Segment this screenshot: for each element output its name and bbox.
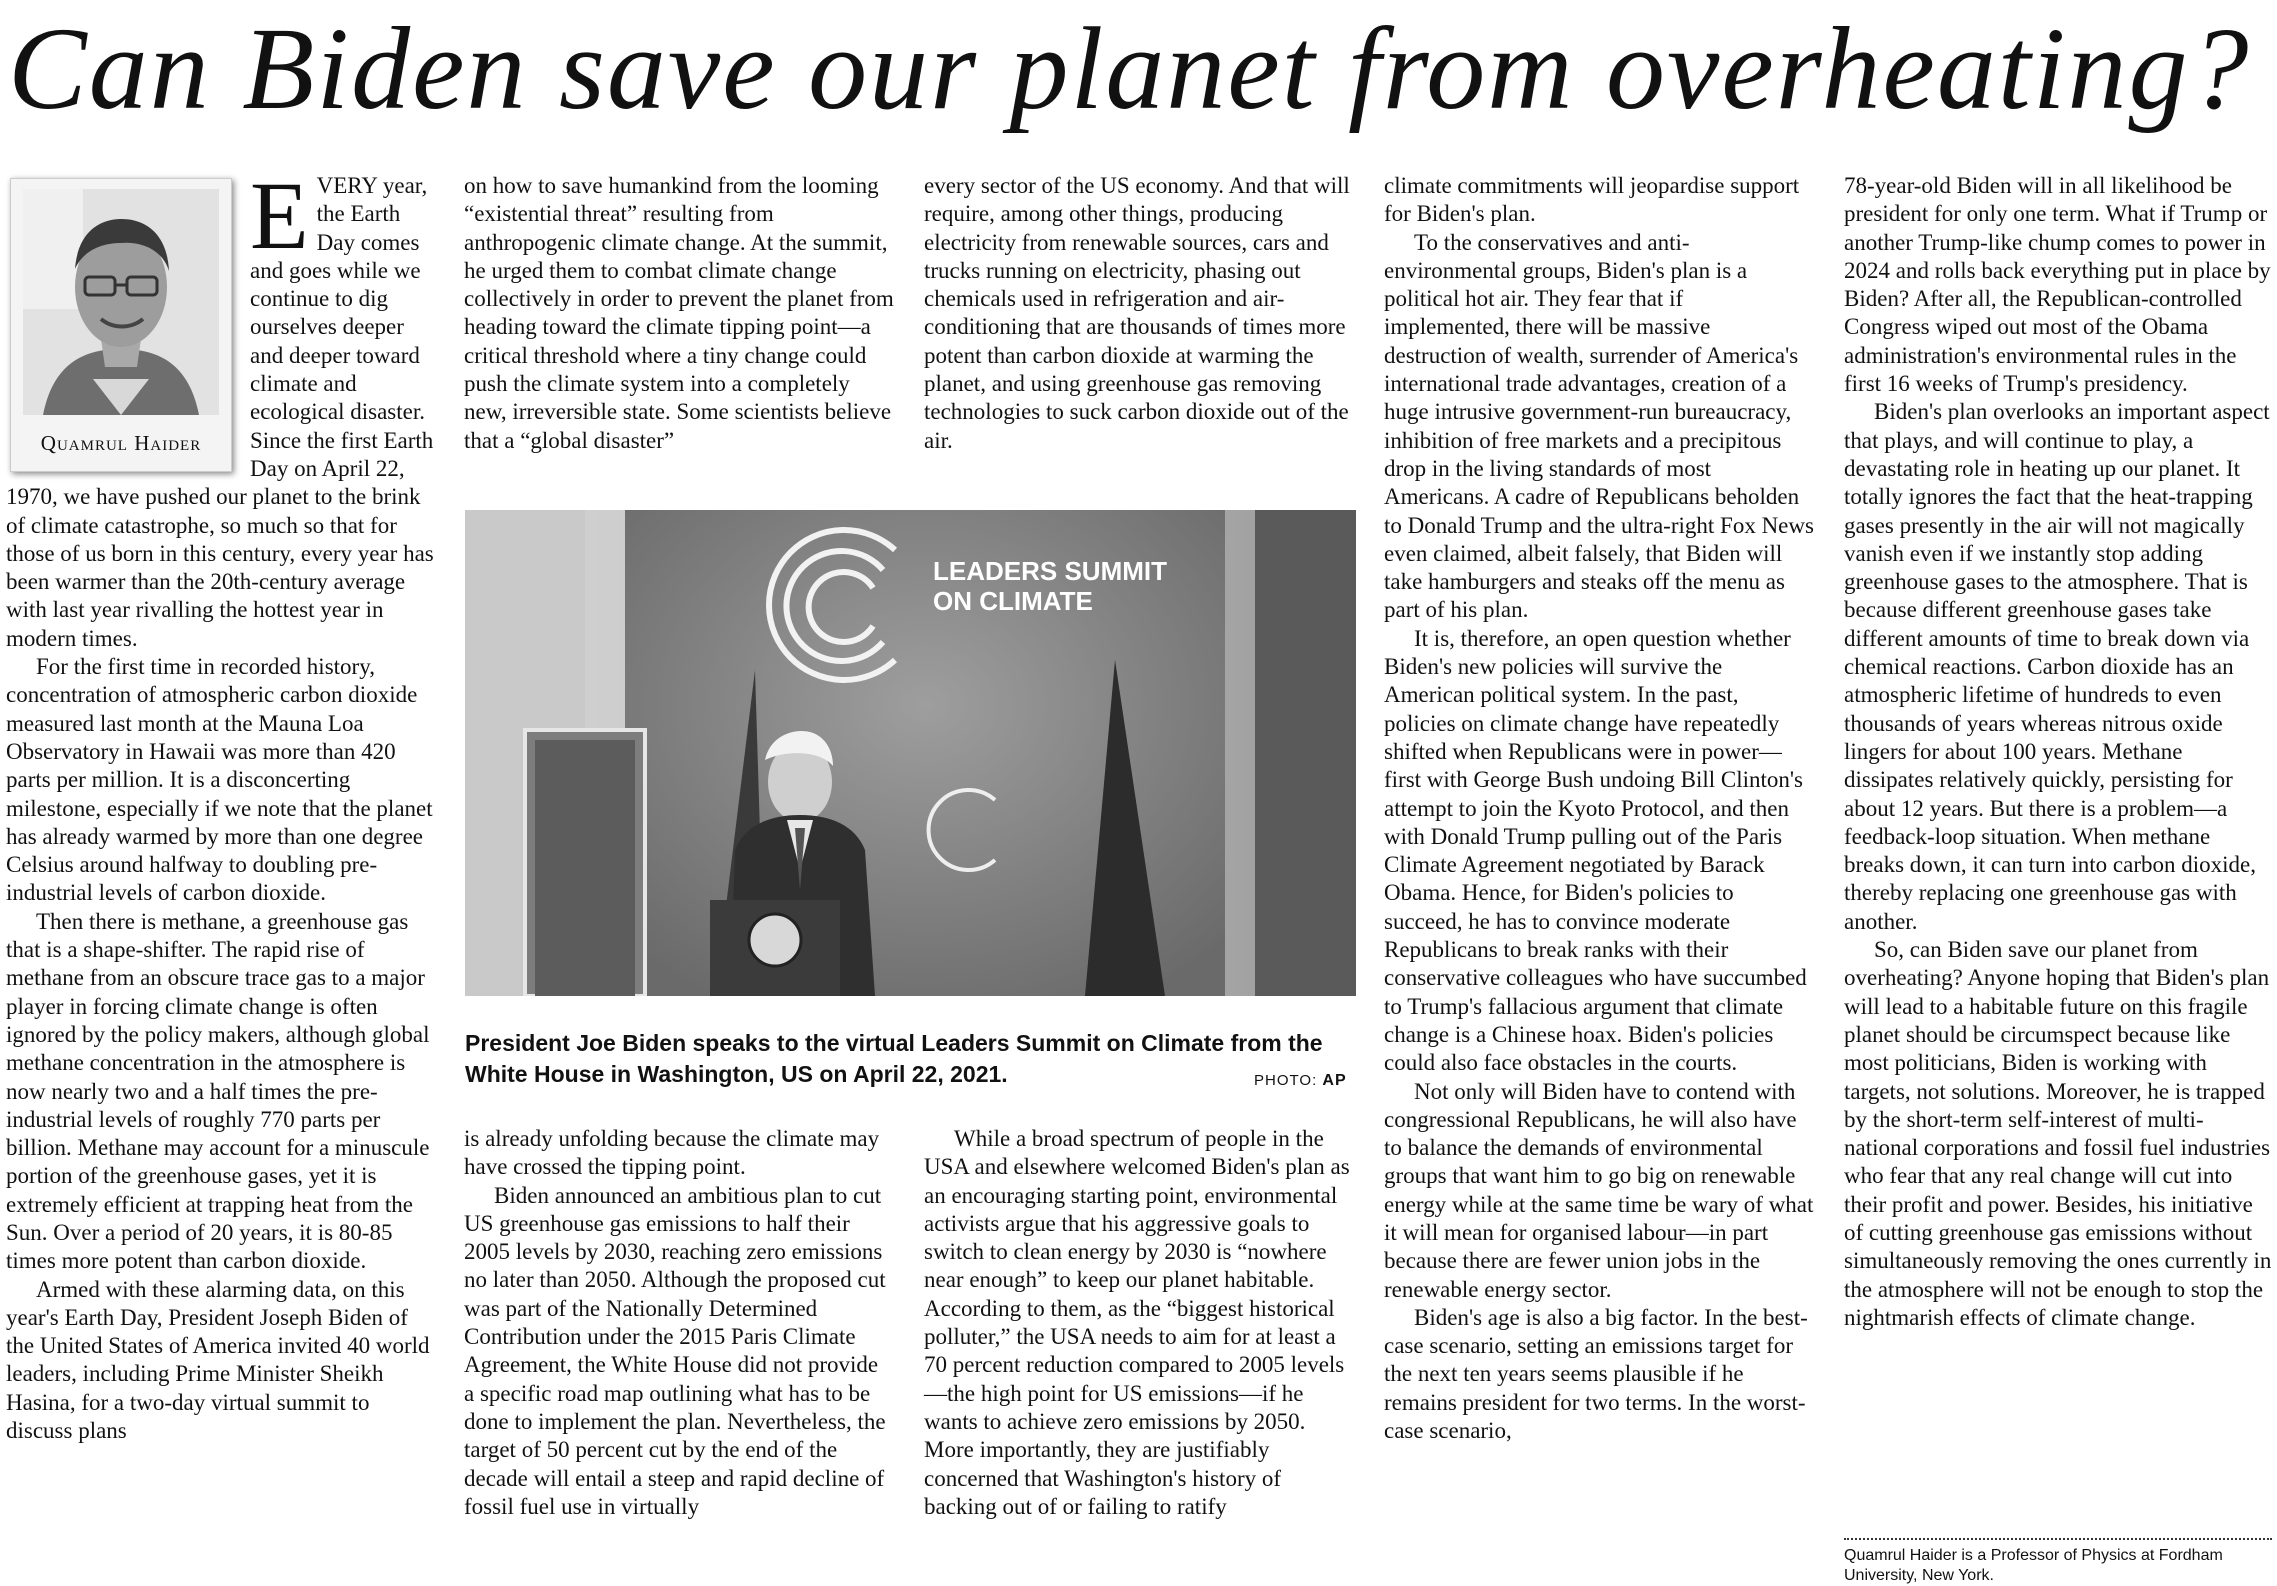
author-photo-image [23,189,219,415]
author-byline: Quamrul Haider [40,430,202,455]
col2-bottom-paragraph-1: is already unfolding because the climate may have crossed the tipping point. [464,1126,880,1180]
headline: Can Biden save our planet from overheating? [8,3,2251,134]
col2-top-paragraph: on how to save humankind from the looming “existential threat” resulting from anthropogenic climate change. At the summit, he urged them to combat climate change collectively in order to prevent the planet from heading toward the climate tipping point—a critical threshold where a tiny change could push the climate system into a completely new, irreversible state. Some scientists believe that a “global disaster” [464,173,894,453]
col5-paragraph-2: Biden's plan overlooks an important aspect that plays, and will continue to play, a devastating role in heating up our planet. It totally ignores the fact that the heat-trapping gases presently in the air will not magically vanish even if we instantly stop adding greenhouse gases to the atmosphere. That is because different greenhouse gases take different amounts of time to break down via chemical reactions. Carbon dioxide has an atmospheric lifetime of hundreds to even thousands of years whereas nitrous oxide lingers for about 100 years. Methane dissipates relatively quickly, persisting for about 12 years. But there is a problem—a feedback-loop situation. When methane breaks down, it can turn into carbon dioxide, thereby replacing one greenhouse gas with another. [1844,399,2270,934]
col4-paragraph-4: Not only will Biden have to contend with congressional Republicans, he will also have to balance the demands of environmental groups that want him to go big on renewable energy while at the same time be wary of what it will mean for organised labour—in part because there are fewer union jobs in the renewable energy sector. [1384,1078,1814,1302]
summit-sign-line-2: ON CLIMATE [933,586,1093,616]
photo-caption: President Joe Biden speaks to the virtual Leaders Summit on Climate from the White House in Washington, US on April 22, 2021. [465,1030,1323,1087]
summit-photo [465,510,1356,996]
column-2-bottom [464,1125,894,1521]
col1-paragraph-2: For the first time in recorded history, concentration of atmospheric carbon dioxide measured last month at the Mauna Loa Observatory in Hawaii was more than 420 parts per million. It is a disconcerting milestone, especially if we note that the planet has already warmed by more than one degree Celsius around halfway to doubling pre-industrial levels of carbon dioxide. [6,654,433,906]
column-5 [1844,172,2272,1332]
col1-paragraph-3: Then there is methane, a greenhouse gas that is a shape-shifter. The rapid rise of methane from an obscure trace gas to a major player in forcing climate change is often ignored by the policy makers, although global methane concentration in the atmosphere is now nearly two and a half times the pre-industrial levels of roughly 770 parts per billion. Methane may account for a minuscule portion of the greenhouse gases, yet it is extremely efficient at trapping heat from the Sun. Over a period of 20 years, it is 80-85 times more potent than carbon dioxide. [6,908,430,1274]
author-portrait [10,178,232,472]
photo-credit-source: AP [1322,1072,1347,1089]
col1-paragraph-1: VERY year, the Earth Day comes and goes while we continue to dig ourselves deeper and deeper toward climate and ecological disaster. Since the first Earth Day on April 22, 1970, we have pushed our planet to the brink of climate catastrophe, so much so that for those of us born in this century, every year has been warmer than the 20th-century average with last year rivalling the hottest year in modern times. [6,173,434,651]
bio-divider [1844,1538,2272,1540]
summit-photo-image [465,510,1356,996]
col4-paragraph-2: To the conservatives and anti-environmental groups, Biden's plan is a political hot air. They fear that if implemented, there will be massive destruction of wealth, surrender of America's international trade advantages, creation of a huge intrusive government-run bureaucracy, inhibition of free markets and a precipitous drop in the living standards of most Americans. A cadre of Republicans beholden to Donald Trump and the ultra-right Fox News even claimed, albeit falsely, that Biden will take hamburgers and steaks off the menu as part of his plan. [1384,229,1814,623]
author-photo [23,189,219,415]
photo-credit [1254,1072,1347,1090]
col4-paragraph-1: climate commitments will jeopardise support for Biden's plan. [1384,173,1800,227]
column-4 [1384,172,1814,1445]
photo-credit-label: PHOTO: [1254,1072,1318,1089]
col4-paragraph-3: It is, therefore, an open question whether Biden's new policies will survive the American political system. In the past, policies on climate change have repeatedly shifted when Republicans were in power—first with George Bush undoing Bill Clinton's attempt to join the Kyoto Protocol, and then with Donald Trump pulling out of the Paris Climate Agreement negotiated by Barack Obama. Hence, for Biden's policies to succeed, he has to convince moderate Republicans to break ranks with their conservative colleagues who have succumbed to Trump's fallacious argument that climate change is a Chinese hoax. Biden's policies could also face obstacles in the courts. [1384,625,1807,1076]
author-bio: Quamrul Haider is a Professor of Physics at Fordham University, New York. [1844,1547,2223,1584]
col3-top-paragraph: every sector of the US economy. And that will require, among other things, producing electricity from renewable sources, cars and trucks running on electricity, phasing out chemicals used in refrigeration and air-conditioning that are thousands of times more potent than carbon dioxide at warming the planet, and using greenhouse gas removing technologies to suck carbon dioxide out of the air. [924,173,1350,453]
column-2-top [464,172,894,455]
col2-bottom-paragraph-2: Biden announced an ambitious plan to cut US greenhouse gas emissions to half their 2005 levels by 2030, reaching zero emissions no later than 2050. Although the proposed cut was part of the Nationally Determined Contribution under the 2015 Paris Climate Agreement, the White House did not provide a specific road map outlining what has to be done to implement the plan. Nevertheless, the target of 50 percent cut by the end of the decade will entail a steep and rapid decline of fossil fuel use in virtually [464,1182,886,1519]
col5-paragraph-1: 78-year-old Biden will in all likelihood be president for only one term. What if Trump or another Trump-like chump comes to power in 2024 and rolls back everything put in place by Biden? After all, the Republican-controlled Congress wiped out most of the Obama administration's environmental rules in the first 16 weeks of Trump's presidency. [1844,173,2271,397]
column-3-bottom [924,1125,1354,1521]
column-1 [6,162,434,1445]
column-3-top [924,172,1354,455]
summit-sign-line-1: LEADERS SUMMIT [933,556,1167,586]
dropcap: E [250,162,309,269]
col4-paragraph-5: Biden's age is also a big factor. In the best-case scenario, setting an emissions target for the next ten years seems plausible if he remains president for two terms. In the worst-case scenario, [1384,1304,1808,1444]
col1-paragraph-4: Armed with these alarming data, on this year's Earth Day, President Joseph Biden of the United States of America invited 40 world leaders, including Prime Minister Sheikh Hasina, for a two-day virtual summit to discuss plans [6,1276,430,1444]
col5-paragraph-3: So, can Biden save our planet from overheating? Anyone hoping that Biden's plan will lead to a habitable future on this fragile planet should be circumspect because like most politicians, Biden is working with targets, not solutions. Moreover, he is trapped by the short-term self-interest of multi-national corporations and fossil fuel industries who fear that any real change will cut into their profit and power. Besides, his initiative of cutting greenhouse gas emissions without simultaneously removing the ones currently in the atmosphere will not be enough to stop the nightmarish effects of climate change. [1844,937,2272,1330]
col3-bottom-paragraph: While a broad spectrum of people in the USA and elsewhere welcomed Biden's plan as an encouraging starting point, environmental activists argue that his aggressive goals to switch to clean energy by 2030 is “nowhere near enough” to keep our planet habitable. According to them, as the “biggest historical polluter,” the USA needs to aim for at least a 70 percent reduction compared to 2005 levels—the high point for US emissions—if he wants to achieve zero emissions by 2050. More importantly, they are justifiably concerned that Washington's history of backing out of or failing to ratify [924,1126,1350,1519]
